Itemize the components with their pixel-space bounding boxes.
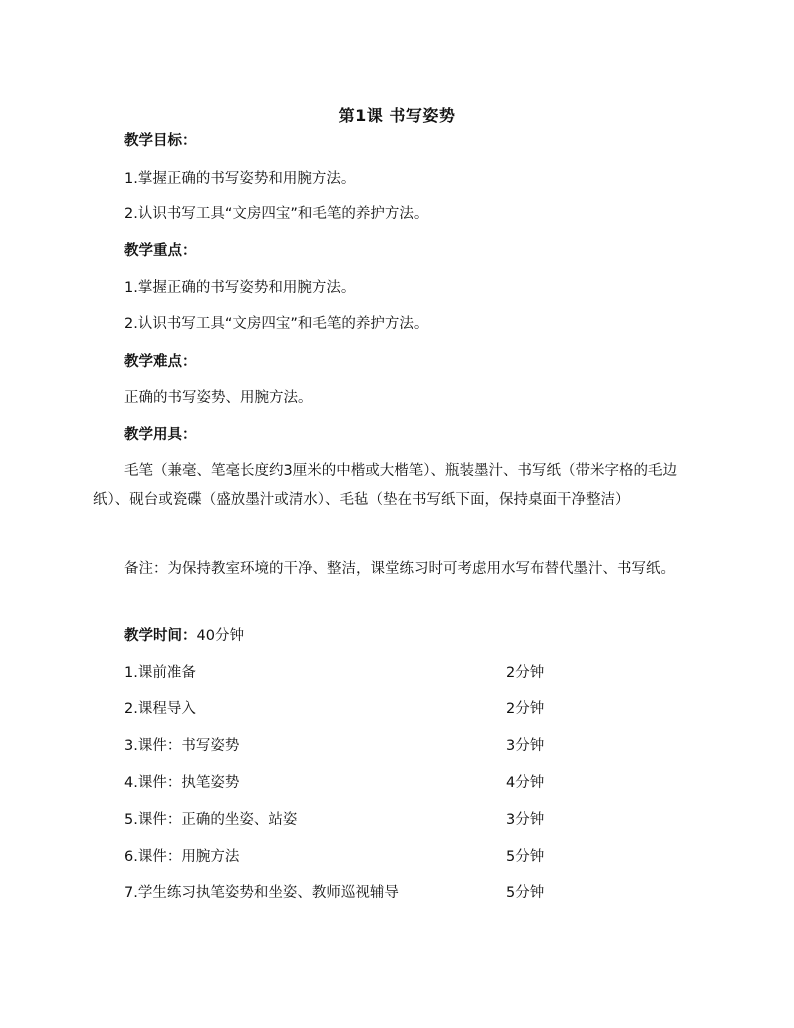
tools-heading: 教学用具： xyxy=(124,427,197,443)
schedule-duration: 2分钟 xyxy=(506,701,545,717)
tools-paragraph: 毛笔（兼毫、笔毫长度约3厘米的中楷或大楷笔）、瓶装墨汁、书写纸（带米字格的毛边纸）、砚台或瓷碟（盛放墨汁或清水）、毛毡（垫在书写纸下面，保持桌面干净整洁） xyxy=(93,463,677,508)
key-point-item: 2.认识书写工具“文房四宝”和毛笔的养护方法。 xyxy=(124,316,429,332)
objective-item: 1.掌握正确的书写姿势和用腕方法。 xyxy=(124,171,356,187)
time-heading: 教学时间： xyxy=(124,628,197,644)
teaching-time xyxy=(124,626,244,646)
schedule-row xyxy=(124,883,564,903)
objective-item: 2.认识书写工具“文房四宝”和毛笔的养护方法。 xyxy=(124,206,429,222)
note-paragraph: 备注：为保持教室环境的干净、整洁，课堂练习时可考虑用水写布替代墨汁、书写纸。 xyxy=(124,561,675,577)
schedule-item: 6.课件：用腕方法 xyxy=(124,849,240,865)
objectives-heading: 教学目标： xyxy=(124,133,197,149)
schedule-duration: 5分钟 xyxy=(506,849,545,865)
schedule-duration: 5分钟 xyxy=(506,885,545,901)
schedule-item: 7.学生练习执笔姿势和坐姿、教师巡视辅导 xyxy=(124,885,399,901)
schedule-row xyxy=(124,663,564,683)
schedule-item: 5.课件：正确的坐姿、站姿 xyxy=(124,812,298,828)
schedule-duration: 3分钟 xyxy=(506,738,545,754)
schedule-duration: 4分钟 xyxy=(506,775,545,791)
difficulties-text: 正确的书写姿势、用腕方法。 xyxy=(124,390,313,406)
schedule-item: 4.课件：执笔姿势 xyxy=(124,775,240,791)
schedule-row xyxy=(124,736,564,756)
schedule-item: 2.课程导入 xyxy=(124,701,196,717)
key-point-item: 1.掌握正确的书写姿势和用腕方法。 xyxy=(124,280,356,296)
schedule-duration: 2分钟 xyxy=(506,665,545,681)
page-title: 第1课 书写姿势 xyxy=(338,106,456,125)
schedule-row xyxy=(124,847,564,867)
time-value: 40分钟 xyxy=(196,628,244,644)
schedule-item: 3.课件：书写姿势 xyxy=(124,738,240,754)
schedule-row xyxy=(124,810,564,830)
schedule-duration: 3分钟 xyxy=(506,812,545,828)
schedule-row xyxy=(124,773,564,793)
difficulties-heading: 教学难点： xyxy=(124,354,197,370)
schedule-item: 1.课前准备 xyxy=(124,665,196,681)
schedule-row xyxy=(124,699,564,719)
key-points-heading: 教学重点： xyxy=(124,243,197,259)
